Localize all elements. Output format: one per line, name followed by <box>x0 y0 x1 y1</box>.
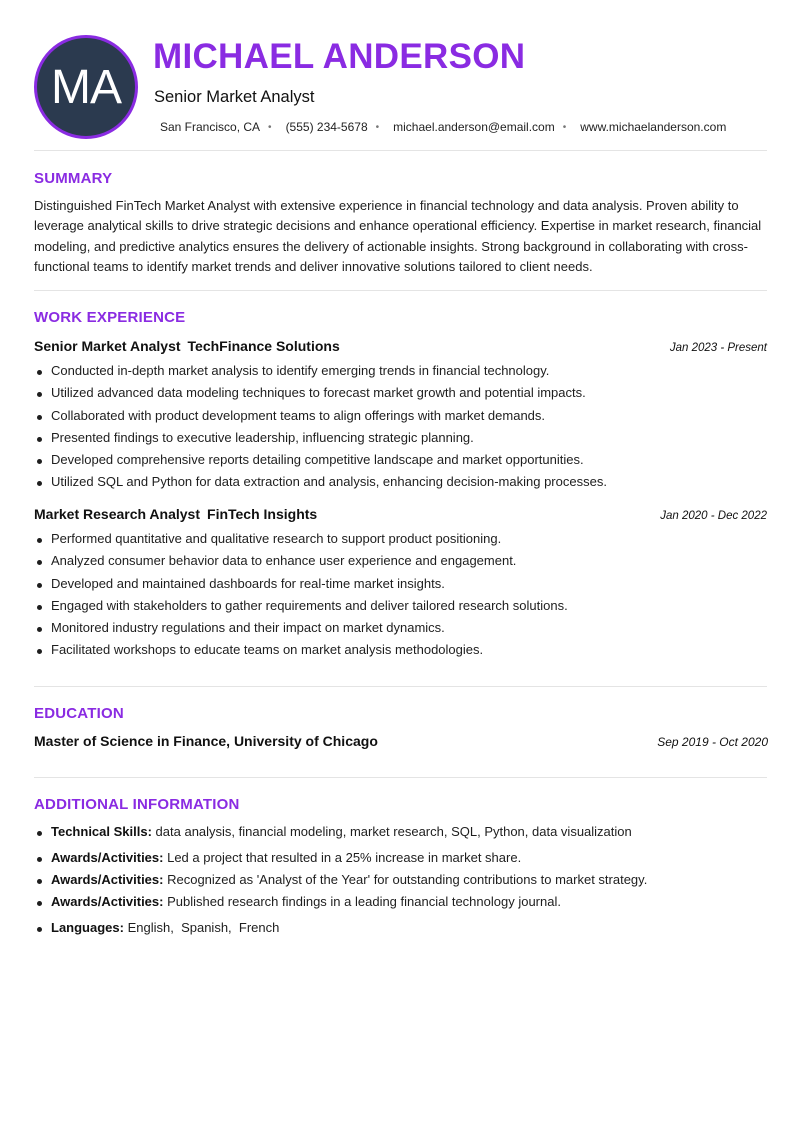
info-label: Languages: <box>51 920 124 935</box>
list-item: Presented findings to executive leadership, influencing strategic planning. <box>34 427 767 449</box>
info-value: Recognized as 'Analyst of the Year' for outstanding contributions to market strategy. <box>167 872 648 887</box>
list-item: Developed and maintained dashboards for real-time market insights. <box>34 573 767 595</box>
info-value: Published research findings in a leading financial technology journal. <box>167 894 561 909</box>
job-role: Market Research Analyst <box>34 506 201 522</box>
section-title-education: EDUCATION <box>34 705 124 722</box>
education-degree: Master of Science in Finance, University of Chicago <box>34 733 378 749</box>
education-entry <box>34 733 768 749</box>
list-item: Monitored industry regulations and their impact on market dynamics. <box>34 617 767 639</box>
avatar-initials: MA <box>51 60 121 114</box>
education-dates: Sep 2019 - Oct 2020 <box>657 735 768 749</box>
bullet-separator-icon: • <box>268 121 272 133</box>
contact-phone[interactable]: (555) 234-5678 <box>285 120 368 134</box>
job-header <box>34 338 767 354</box>
list-item <box>34 920 279 935</box>
bullet-separator-icon: • <box>375 121 380 133</box>
bullet-separator-icon: • <box>562 121 567 133</box>
summary-text: Distinguished FinTech Market Analyst with extensive experience in financial technology and data analysis. Proven ability to leverage analytical skills to drive strategic decisions and enhance operational efficiency. Expertise in market research, financial modeling, and predictive analytics ensures the delivery of actionable insights. Strong background in collaborating with cross-functional teams to identify market trends and deliver innovative solutions tailored to client needs. <box>34 198 762 274</box>
contact-line <box>160 120 726 134</box>
section-title-additional: ADDITIONAL INFORMATION <box>34 796 240 813</box>
list-item: Facilitated workshops to educate teams on market analysis methodologies. <box>34 639 767 661</box>
info-label: Awards/Activities: <box>51 850 164 865</box>
info-label: Awards/Activities: <box>51 872 164 887</box>
job-company: TechFinance Solutions <box>187 338 340 354</box>
list-item: Analyzed consumer behavior data to enhance user experience and engagement. <box>34 550 767 572</box>
info-value: data analysis, financial modeling, market research, SQL, Python, data visualization <box>155 824 632 839</box>
contact-email[interactable]: michael.anderson@email.com <box>393 120 555 134</box>
list-item: Conducted in-depth market analysis to identify emerging trends in financial technology. <box>34 360 767 382</box>
section-title-experience: WORK EXPERIENCE <box>34 309 186 326</box>
info-label: Technical Skills: <box>51 824 152 839</box>
info-value: English, Spanish, French <box>127 920 280 935</box>
candidate-headline: Senior Market Analyst <box>154 88 315 106</box>
list-item: Performed quantitative and qualitative research to support product positioning. <box>34 528 767 550</box>
list-item: Utilized SQL and Python for data extraction and analysis, enhancing decision-making processes. <box>34 471 767 493</box>
section-divider <box>34 150 767 151</box>
job-bullets <box>34 360 767 494</box>
job-dates: Jan 2023 - Present <box>669 342 767 354</box>
info-value: Led a project that resulted in a 25% increase in market share. <box>167 850 522 865</box>
list-item: Engaged with stakeholders to gather requirements and deliver tailored research solutions. <box>34 595 767 617</box>
list-item <box>34 824 632 839</box>
section-title-summary: SUMMARY <box>34 170 113 187</box>
job-role: Senior Market Analyst <box>34 338 181 354</box>
section-divider <box>34 290 767 291</box>
contact-website[interactable]: www.michaelanderson.com <box>580 120 727 134</box>
contact-location: San Francisco, CA <box>160 120 261 134</box>
list-item: Developed comprehensive reports detailing competitive landscape and market opportunities. <box>34 449 767 471</box>
list-item: Utilized advanced data modeling techniques to forecast market growth and potential impacts. <box>34 382 767 404</box>
avatar <box>34 35 138 139</box>
candidate-name: MICHAEL ANDERSON <box>153 37 526 76</box>
job-title-line <box>34 506 317 522</box>
job-dates: Jan 2020 - Dec 2022 <box>660 510 767 522</box>
list-item <box>34 872 647 887</box>
list-item <box>34 850 521 865</box>
job-company: FinTech Insights <box>207 506 318 522</box>
job-bullets <box>34 528 767 662</box>
list-item <box>34 894 561 909</box>
section-divider <box>34 777 767 778</box>
job-header <box>34 506 767 522</box>
list-item: Collaborated with product development teams to align offerings with market demands. <box>34 405 767 427</box>
section-divider <box>34 686 767 687</box>
info-label: Awards/Activities: <box>51 894 164 909</box>
job-title-line <box>34 338 340 354</box>
